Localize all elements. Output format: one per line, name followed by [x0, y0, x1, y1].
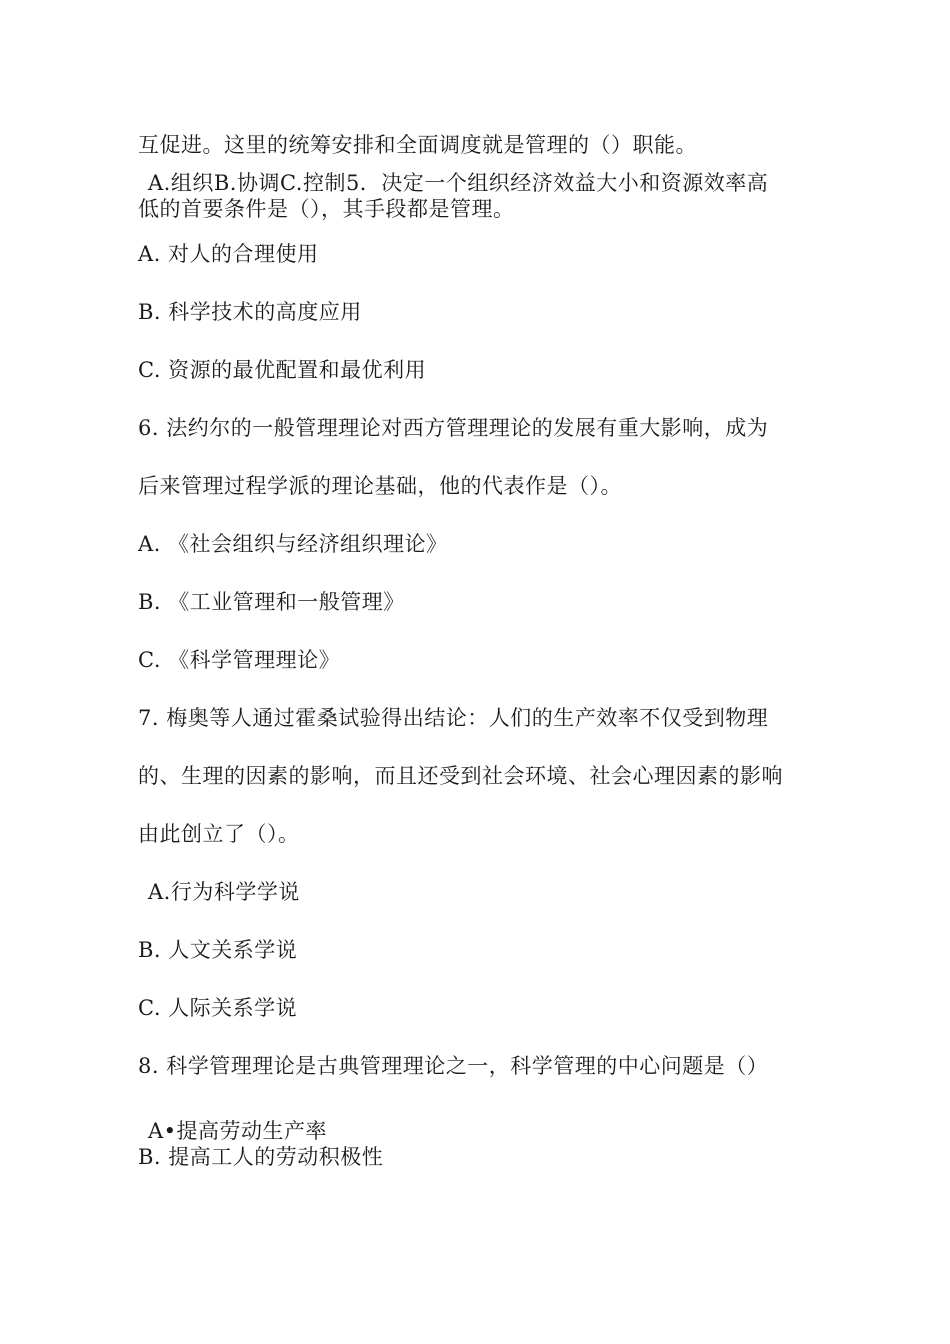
option-line: B. 科学技术的高度应用	[138, 300, 362, 324]
question-line: 由此创立了（）。	[138, 822, 300, 846]
option-line: C. 资源的最优配置和最优利用	[138, 358, 427, 382]
option-line: A.行为科学学说	[148, 880, 300, 904]
option-line: B. 人文关系学说	[138, 938, 298, 962]
question-line: 的、生理的因素的影响，而且还受到社会环境、社会心理因素的影响	[138, 764, 783, 788]
option-line: B. 《工业管理和一般管理》	[138, 590, 405, 614]
option-line: B. 提高工人的劳动积极性	[138, 1145, 384, 1169]
option-line: A. 《社会组织与经济组织理论》	[138, 532, 448, 556]
option-line: C. 人际关系学说	[138, 996, 298, 1020]
question-line: 6. 法约尔的一般管理理论对西方管理理论的发展有重大影响，成为	[138, 416, 769, 440]
text-line: 低的首要条件是（），其手段都是管理。	[138, 197, 515, 221]
question-line: 8. 科学管理理论是古典管理理论之一，科学管理的中心问题是（）	[138, 1054, 769, 1078]
text-line: A.组织B.协调C.控制5．决定一个组织经济效益大小和资源效率高	[148, 171, 769, 195]
option-line: A•提高劳动生产率	[148, 1119, 328, 1143]
option-line: C. 《科学管理理论》	[138, 648, 341, 672]
option-line: A. 对人的合理使用	[138, 242, 319, 266]
question-line: 后来管理过程学派的理论基础，他的代表作是（）。	[138, 474, 622, 498]
question-line: 7. 梅奥等人通过霍桑试验得出结论：人们的生产效率不仅受到物理	[138, 706, 769, 730]
text-line: 互促进。这里的统筹安排和全面调度就是管理的（）职能。	[138, 133, 697, 157]
